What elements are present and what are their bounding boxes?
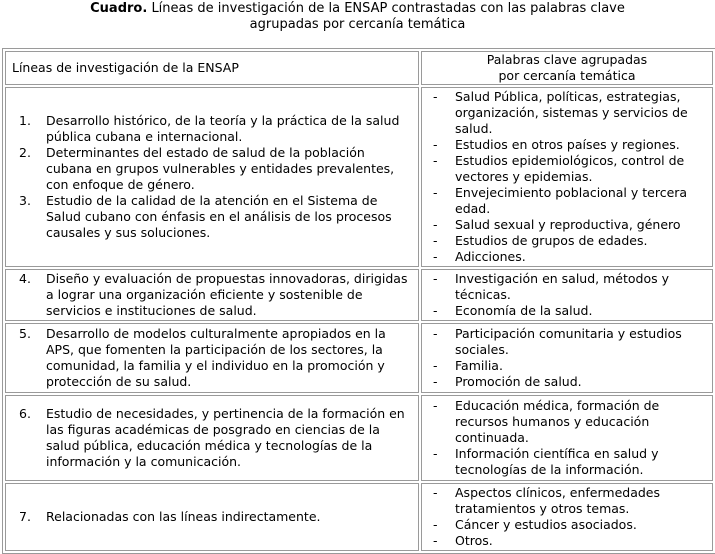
research-line-text: Diseño y evaluación de propuestas innovadoras, dirigidas a lograr una organización eficiente y sostenible de servicios e instituciones de salud.: [46, 271, 408, 318]
keywords-cell: [421, 323, 713, 393]
research-line-cell: [5, 323, 419, 393]
keyword-item: [428, 446, 706, 478]
caption-line-2: agrupadas por cercanía temática: [249, 17, 466, 32]
research-line-cell: [5, 395, 419, 481]
keyword-item: [428, 153, 706, 185]
research-line-item: [12, 113, 412, 145]
table-row: [5, 395, 713, 481]
keyword-text: Economía de la salud.: [455, 303, 593, 318]
keyword-text: Promoción de salud.: [455, 374, 582, 389]
research-line-number: 7.: [19, 509, 31, 524]
caption-line-1: [0, 1, 715, 17]
keyword-item: [428, 374, 706, 390]
research-line-number: 3.: [19, 193, 31, 208]
table-body: [5, 51, 713, 551]
bullet-dash: -: [433, 326, 438, 341]
keyword-text: Salud sexual y reproductiva, género: [455, 217, 681, 232]
bullet-dash: -: [433, 153, 438, 168]
bullet-dash: -: [433, 233, 438, 248]
bullet-dash: -: [433, 533, 438, 548]
keywords-cell: [421, 483, 713, 551]
keyword-item: [428, 303, 706, 319]
keyword-text: Envejecimiento poblacional y tercera edad.: [455, 185, 688, 216]
caption-title: Líneas de investigación de la ENSAP contrastadas con las palabras clave: [151, 1, 625, 16]
research-line-item: [12, 406, 412, 470]
research-line-cell: [5, 269, 419, 321]
table-row: [5, 483, 713, 551]
header-keywords-line-2: por cercanía temática: [498, 68, 636, 83]
keyword-text: Salud Pública, políticas, estrategias, organización, sistemas y servicios de salud.: [455, 89, 688, 136]
research-line-text: Relacionadas con las líneas indirectamente.: [46, 509, 321, 524]
bullet-dash: -: [433, 374, 438, 389]
keyword-text: Familia.: [455, 358, 503, 373]
keyword-text: Estudios de grupos de edades.: [455, 233, 648, 248]
keyword-text: Cáncer y estudios asociados.: [455, 517, 637, 532]
keyword-item: [428, 517, 706, 533]
keyword-text: Estudios epidemiológicos, control de vectores y epidemias.: [455, 153, 685, 184]
research-line-number: 4.: [19, 271, 31, 286]
research-line-text: Desarrollo histórico, de la teoría y la práctica de la salud pública cubana e internacional.: [46, 113, 400, 144]
table-row: [5, 269, 713, 321]
bullet-dash: -: [433, 217, 438, 232]
bullet-dash: -: [433, 358, 438, 373]
bullet-dash: -: [433, 517, 438, 532]
bullet-dash: -: [433, 271, 438, 286]
bullet-dash: -: [433, 485, 438, 500]
research-line-cell: [5, 87, 419, 267]
keyword-text: Información científica en salud y tecnologías de la información.: [455, 446, 659, 477]
keyword-item: [428, 326, 706, 358]
keyword-text: Adicciones.: [455, 249, 526, 264]
research-line-item: [12, 193, 412, 241]
bullet-dash: -: [433, 249, 438, 264]
bullet-dash: -: [433, 303, 438, 318]
keyword-item: [428, 358, 706, 374]
keyword-item: [428, 217, 706, 233]
research-line-number: 6.: [19, 406, 31, 421]
keyword-text: Aspectos clínicos, enfermedades tratamientos y otros temas.: [455, 485, 661, 516]
table-caption: [0, 1, 715, 33]
keyword-text: Investigación en salud, métodos y técnicas.: [455, 271, 669, 302]
bullet-dash: -: [433, 137, 438, 152]
bullet-dash: -: [433, 89, 438, 104]
research-line-text: Desarrollo de modelos culturalmente apropiados en la APS, que fomenten la participación de los sectores, la comunidad, la familia y el individuo en la promoción y protección de su salud.: [46, 326, 386, 389]
keyword-text: Otros.: [455, 533, 493, 548]
header-keywords-line-1: Palabras clave agrupadas: [486, 52, 648, 67]
table-row: [5, 87, 713, 267]
keyword-item: [428, 533, 706, 549]
research-line-item: [12, 326, 412, 390]
research-line-item: [12, 271, 412, 319]
research-line-number: 1.: [19, 113, 31, 128]
research-line-text: Determinantes del estado de salud de la población cubana en grupos vulnerables y entidades prevalentes, con enfoque de género.: [46, 145, 395, 192]
keywords-cell: [421, 269, 713, 321]
keyword-item: [428, 185, 706, 217]
keyword-text: Participación comunitaria y estudios sociales.: [455, 326, 682, 357]
research-line-number: 2.: [19, 145, 31, 160]
research-line-text: Estudio de la calidad de la atención en el Sistema de Salud cubano con énfasis en el análisis de los procesos causales y sus soluciones.: [46, 193, 392, 240]
keyword-item: [428, 89, 706, 137]
bullet-dash: -: [433, 446, 438, 461]
research-line-number: 5.: [19, 326, 31, 341]
caption-label: Cuadro.: [90, 1, 148, 16]
header-row: [5, 51, 713, 85]
research-line-item: [12, 509, 412, 525]
keywords-cell: [421, 395, 713, 481]
header-keywords: [421, 51, 713, 85]
bullet-dash: -: [433, 185, 438, 200]
research-line-text: Estudio de necesidades, y pertinencia de la formación en las figuras académicas de posgrado en ciencias de la salud pública, educación médica y tecnologías de la información y la comunicación.: [46, 406, 405, 469]
keyword-item: [428, 398, 706, 446]
keyword-item: [428, 233, 706, 249]
bullet-dash: -: [433, 398, 438, 413]
table-row: [5, 323, 713, 393]
keyword-text: Educación médica, formación de recursos humanos y educación continuada.: [455, 398, 660, 445]
research-line-item: [12, 145, 412, 193]
keywords-cell: [421, 87, 713, 267]
research-lines-table: [2, 48, 715, 554]
keyword-text: Estudios en otros países y regiones.: [455, 137, 680, 152]
research-line-cell: [5, 483, 419, 551]
keyword-item: [428, 137, 706, 153]
keyword-item: [428, 271, 706, 303]
keyword-item: [428, 249, 706, 265]
header-research-lines: Líneas de investigación de la ENSAP: [5, 51, 419, 85]
keyword-item: [428, 485, 706, 517]
